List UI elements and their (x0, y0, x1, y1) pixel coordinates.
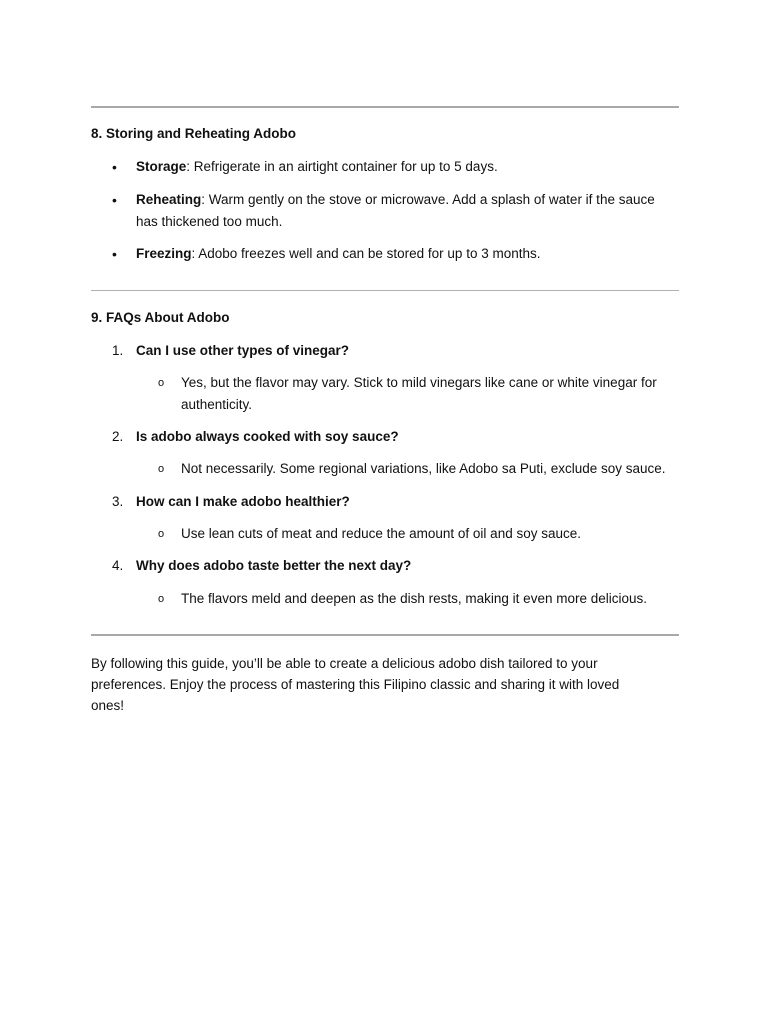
faq-number: 4. (112, 558, 124, 573)
bullet-icon: • (112, 159, 117, 175)
faq-number: 2. (112, 429, 124, 444)
faq-question-text: Is adobo always cooked with soy sauce? (136, 429, 399, 444)
section-8-heading: 8. Storing and Reheating Adobo (91, 126, 296, 141)
closing-paragraph: By following this guide, you’ll be able to create a delicious adobo dish tailored to your preferences. Enjoy the process of mastering this Filipino classic and sharing it with loved ones! (91, 656, 620, 713)
sub-bullet-icon: o (158, 463, 165, 475)
horizontal-rule-bottom (91, 634, 679, 636)
desc-freezing: : Adobo freezes well and can be stored for up to 3 months. (191, 246, 541, 261)
faq-number: 3. (112, 494, 124, 509)
sub-bullet-icon: o (158, 593, 165, 605)
faq-question-text: How can I make adobo healthier? (136, 494, 350, 509)
list-item-text (136, 156, 671, 178)
list-item-text (136, 243, 671, 265)
section-9-heading: 9. FAQs About Adobo (91, 310, 230, 325)
desc-storage: : Refrigerate in an airtight container for up to 5 days. (186, 159, 498, 174)
faq-question-text: Why does adobo taste better the next day? (136, 558, 412, 573)
sub-bullet-icon: o (158, 528, 165, 540)
desc-reheating: : Warm gently on the stove or microwave. Add a splash of water if the sauce has thickened too much. (136, 192, 655, 229)
horizontal-rule-middle (91, 290, 679, 291)
faq-number: 1. (112, 343, 124, 358)
bullet-icon: • (112, 192, 117, 208)
term-reheating: Reheating (136, 192, 202, 207)
faq-answer-text: Use lean cuts of meat and reduce the amount of oil and soy sauce. (181, 526, 581, 541)
term-storage: Storage (136, 159, 187, 174)
faq-answer-text: Not necessarily. Some regional variations, like Adobo sa Puti, exclude soy sauce. (181, 461, 666, 476)
term-freezing: Freezing (136, 246, 192, 261)
faq-question-text: Can I use other types of vinegar? (136, 343, 350, 358)
horizontal-rule-top (91, 106, 679, 108)
list-item-text (136, 189, 671, 233)
faq-answer-text: Yes, but the flavor may vary. Stick to mild vinegars like cane or white vinegar for authenticity. (181, 375, 657, 412)
bullet-icon: • (112, 246, 117, 262)
faq-answer-text: The flavors meld and deepen as the dish rests, making it even more delicious. (181, 591, 647, 606)
sub-bullet-icon: o (158, 377, 165, 389)
